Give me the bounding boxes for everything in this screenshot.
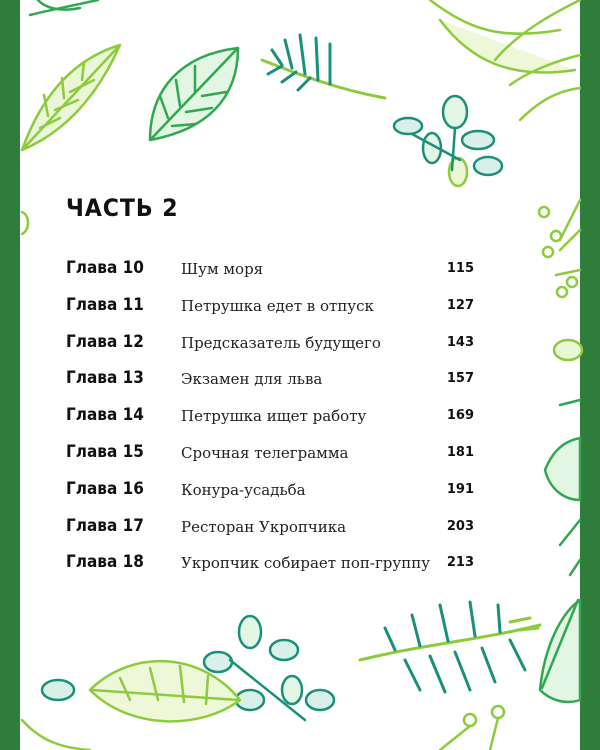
chapter-number: Глава 11 bbox=[66, 294, 144, 315]
page-number: 115 bbox=[446, 261, 474, 276]
chapter-number: Глава 10 bbox=[66, 258, 144, 278]
chapter-title: Экзамен для льва bbox=[181, 370, 323, 389]
toc-row[interactable] bbox=[66, 405, 486, 442]
leaf-top-left bbox=[22, 45, 120, 150]
toc-row[interactable] bbox=[66, 552, 486, 589]
chapter-number: Глава 15 bbox=[66, 441, 144, 462]
leaf-top-center bbox=[150, 48, 238, 140]
page-number: 127 bbox=[446, 297, 474, 313]
chapter-number: Глава 16 bbox=[66, 478, 144, 499]
chapter-number: Глава 13 bbox=[66, 368, 144, 389]
toc-row[interactable] bbox=[66, 295, 486, 332]
leaf-top-left-2 bbox=[30, 0, 98, 15]
flowers-right bbox=[539, 200, 580, 297]
table-of-contents bbox=[66, 258, 486, 589]
chapter-title: Укропчик собирает поп-группу bbox=[181, 554, 431, 573]
chapter-title: Конура-усадьба bbox=[181, 480, 306, 499]
leaf-bottom-big bbox=[22, 661, 240, 750]
page-number: 213 bbox=[446, 555, 474, 571]
chapter-title: Шум моря bbox=[181, 260, 264, 278]
toc-row[interactable] bbox=[66, 516, 486, 553]
toc-row[interactable] bbox=[66, 368, 486, 405]
fern-bottom-right bbox=[360, 602, 540, 692]
small-leaves-top-right bbox=[394, 96, 502, 186]
chapter-title: Ресторан Укропчика bbox=[181, 517, 347, 536]
part-title: ЧАСТЬ 2 bbox=[66, 194, 179, 222]
page-number: 181 bbox=[446, 444, 474, 460]
page-number: 143 bbox=[446, 334, 474, 350]
page-number: 169 bbox=[446, 408, 474, 424]
page-number: 203 bbox=[446, 518, 474, 534]
chapter-title: Петрушка ищет работу bbox=[181, 407, 367, 426]
chapter-title: Петрушка едет в отпуск bbox=[181, 296, 374, 315]
page-number: 157 bbox=[446, 371, 474, 387]
toc-row[interactable] bbox=[66, 258, 486, 295]
leaf-left-edge bbox=[22, 212, 28, 234]
toc-row[interactable] bbox=[66, 442, 486, 479]
toc-row[interactable] bbox=[66, 332, 486, 369]
chapter-title: Предсказатель будущего bbox=[181, 333, 381, 352]
chapter-number: Глава 12 bbox=[66, 331, 144, 352]
fern-top bbox=[262, 35, 385, 98]
leaves-right-mid bbox=[545, 340, 582, 575]
toc-row[interactable] bbox=[66, 479, 486, 516]
chapter-number: Глава 14 bbox=[66, 405, 144, 426]
chapter-title: Срочная телеграмма bbox=[181, 443, 349, 462]
chapter-number: Глава 17 bbox=[66, 515, 144, 536]
chapter-number: Глава 18 bbox=[66, 552, 144, 573]
page-number: 191 bbox=[446, 481, 474, 497]
